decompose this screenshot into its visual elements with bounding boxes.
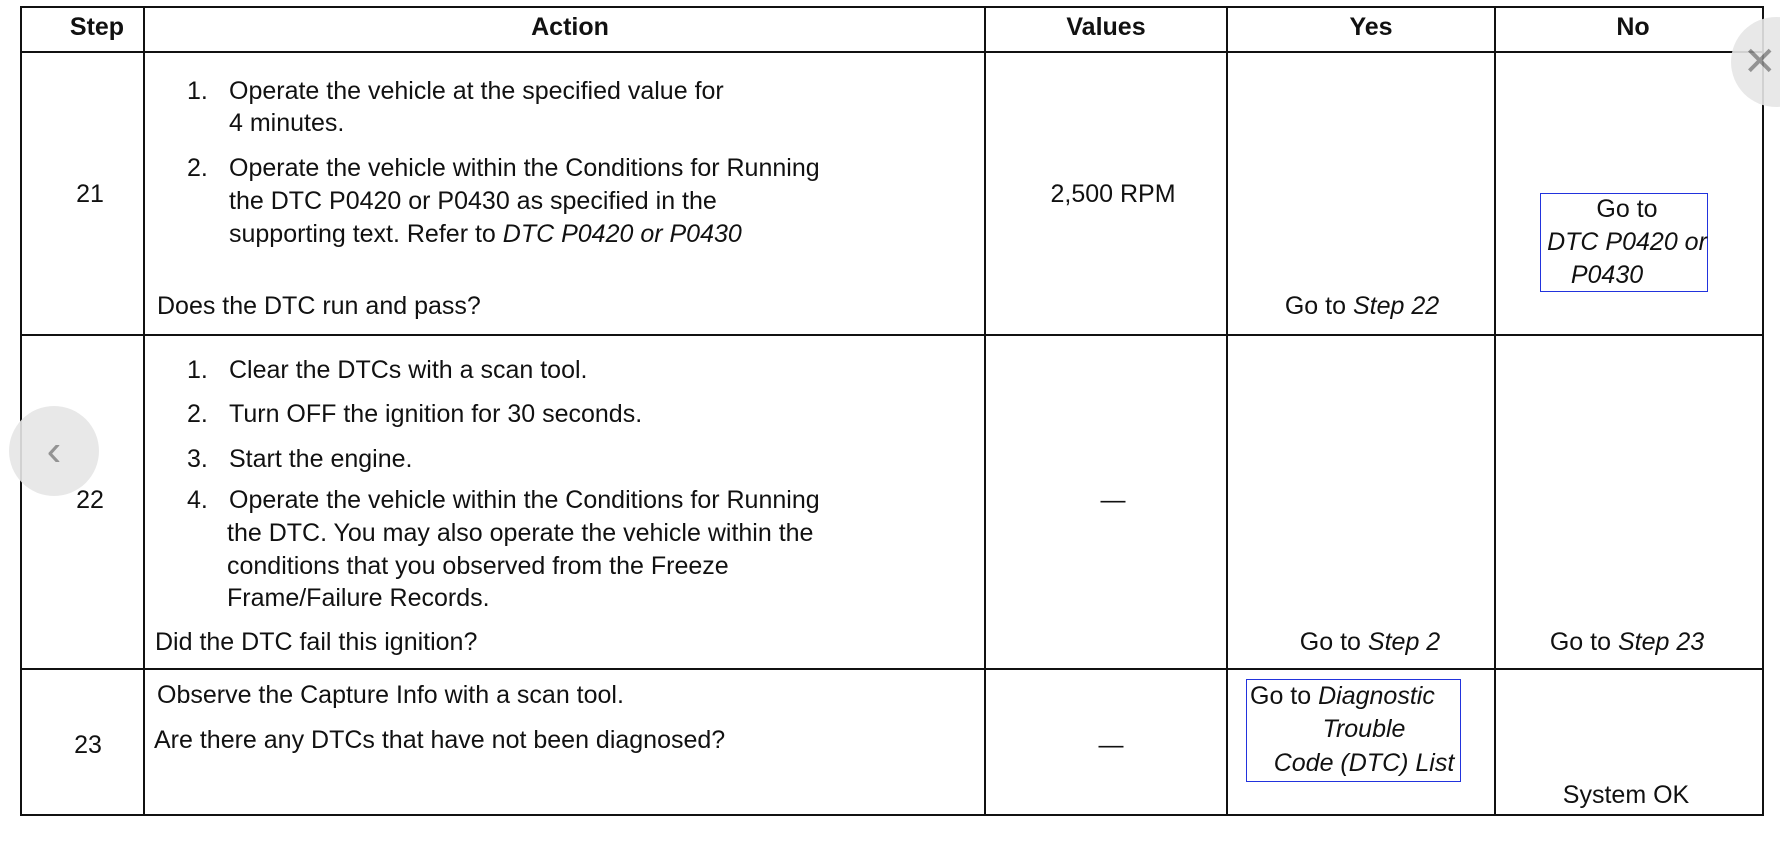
previous-button[interactable] xyxy=(9,406,99,496)
dtc-reference-link[interactable] xyxy=(1547,226,1707,259)
step-ref[interactable]: Step 23 xyxy=(1617,628,1705,656)
col-divider xyxy=(143,6,145,816)
dtc-reference-link[interactable]: DTC P0420 or P0430 xyxy=(502,220,742,248)
no-link[interactable] xyxy=(1550,626,1704,659)
go-to-text: Go to xyxy=(1284,292,1347,320)
row-divider xyxy=(20,334,1764,336)
chevron-left-icon: ‹ xyxy=(46,426,62,475)
list-number: 1. xyxy=(187,356,208,384)
question-text: Did the DTC fail this ignition? xyxy=(155,628,478,656)
header-no: No xyxy=(1616,13,1650,41)
question-text: Are there any DTCs that have not been diagnosed? xyxy=(154,726,726,754)
table-border-right xyxy=(1762,6,1764,816)
header-action: Action xyxy=(531,13,609,41)
action-text: conditions that you observed from the Freeze xyxy=(227,552,729,580)
dtc-list-link[interactable] xyxy=(1274,747,1455,780)
step-number: 21 xyxy=(76,180,104,208)
col-divider xyxy=(984,6,986,816)
header-yes: Yes xyxy=(1349,13,1393,41)
step-number: 23 xyxy=(74,731,102,759)
go-to-text: Go to xyxy=(1250,682,1312,710)
action-text: Operate the vehicle within the Conditions for Running xyxy=(229,154,820,182)
go-to-text: Go to xyxy=(1596,195,1658,223)
go-to-text: Go to xyxy=(1299,628,1361,656)
action-text: Observe the Capture Info with a scan tool. xyxy=(157,681,624,709)
dtc-list-link[interactable] xyxy=(1323,713,1406,746)
action-text: Clear the DTCs with a scan tool. xyxy=(229,356,588,384)
action-text: Start the engine. xyxy=(229,445,413,473)
list-number: 4. xyxy=(187,486,208,514)
action-text-part: supporting text. Refer to xyxy=(229,220,503,248)
list-number: 1. xyxy=(187,77,208,105)
close-icon: ✕ xyxy=(1743,40,1777,84)
yes-link[interactable] xyxy=(1300,626,1440,659)
header-values: Values xyxy=(1066,13,1146,41)
action-text: Operate the vehicle at the specified value for xyxy=(229,77,724,105)
step-ref[interactable]: Step 22 xyxy=(1352,292,1440,320)
action-text: the DTC. You may also operate the vehicle within the xyxy=(227,519,814,547)
question-text: Does the DTC run and pass? xyxy=(157,292,481,320)
header-divider xyxy=(20,51,1764,53)
table-border-top xyxy=(20,6,1764,8)
list-number: 3. xyxy=(187,445,208,473)
action-text: the DTC P0420 or P0430 as specified in the xyxy=(229,187,717,215)
action-text: Turn OFF the ignition for 30 seconds. xyxy=(229,400,643,428)
ref-line[interactable]: Code (DTC) List xyxy=(1273,749,1455,777)
value-text: — xyxy=(1100,486,1126,514)
ref-line[interactable]: Trouble xyxy=(1322,715,1406,743)
ref-line[interactable]: P0430 xyxy=(1570,261,1644,289)
action-text: Operate the vehicle within the Conditions for Running xyxy=(229,486,820,514)
ref-line[interactable]: DTC P0420 or xyxy=(1547,228,1707,256)
action-text: Frame/Failure Records. xyxy=(227,584,490,612)
col-divider xyxy=(1226,6,1228,816)
action-text: 4 minutes. xyxy=(229,109,345,137)
header-step: Step xyxy=(69,13,125,41)
action-text xyxy=(229,218,742,251)
ref-line[interactable]: Diagnostic xyxy=(1318,682,1435,710)
list-number: 2. xyxy=(187,154,208,182)
table-border-bottom xyxy=(20,814,1764,816)
step-ref[interactable]: Step 2 xyxy=(1367,628,1441,656)
col-divider xyxy=(1494,6,1496,816)
step-number: 22 xyxy=(76,486,104,514)
yes-link[interactable] xyxy=(1250,680,1435,713)
value-text: 2,500 RPM xyxy=(1050,180,1176,208)
list-number: 2. xyxy=(187,400,208,428)
yes-link[interactable] xyxy=(1285,290,1439,323)
close-button[interactable] xyxy=(1731,17,1780,107)
go-to-text: Go to xyxy=(1549,628,1612,656)
value-text: — xyxy=(1098,731,1124,759)
no-result-text: System OK xyxy=(1562,781,1690,809)
table-border-left xyxy=(20,6,22,816)
dtc-reference-link[interactable] xyxy=(1571,259,1643,292)
row-divider xyxy=(20,668,1764,670)
